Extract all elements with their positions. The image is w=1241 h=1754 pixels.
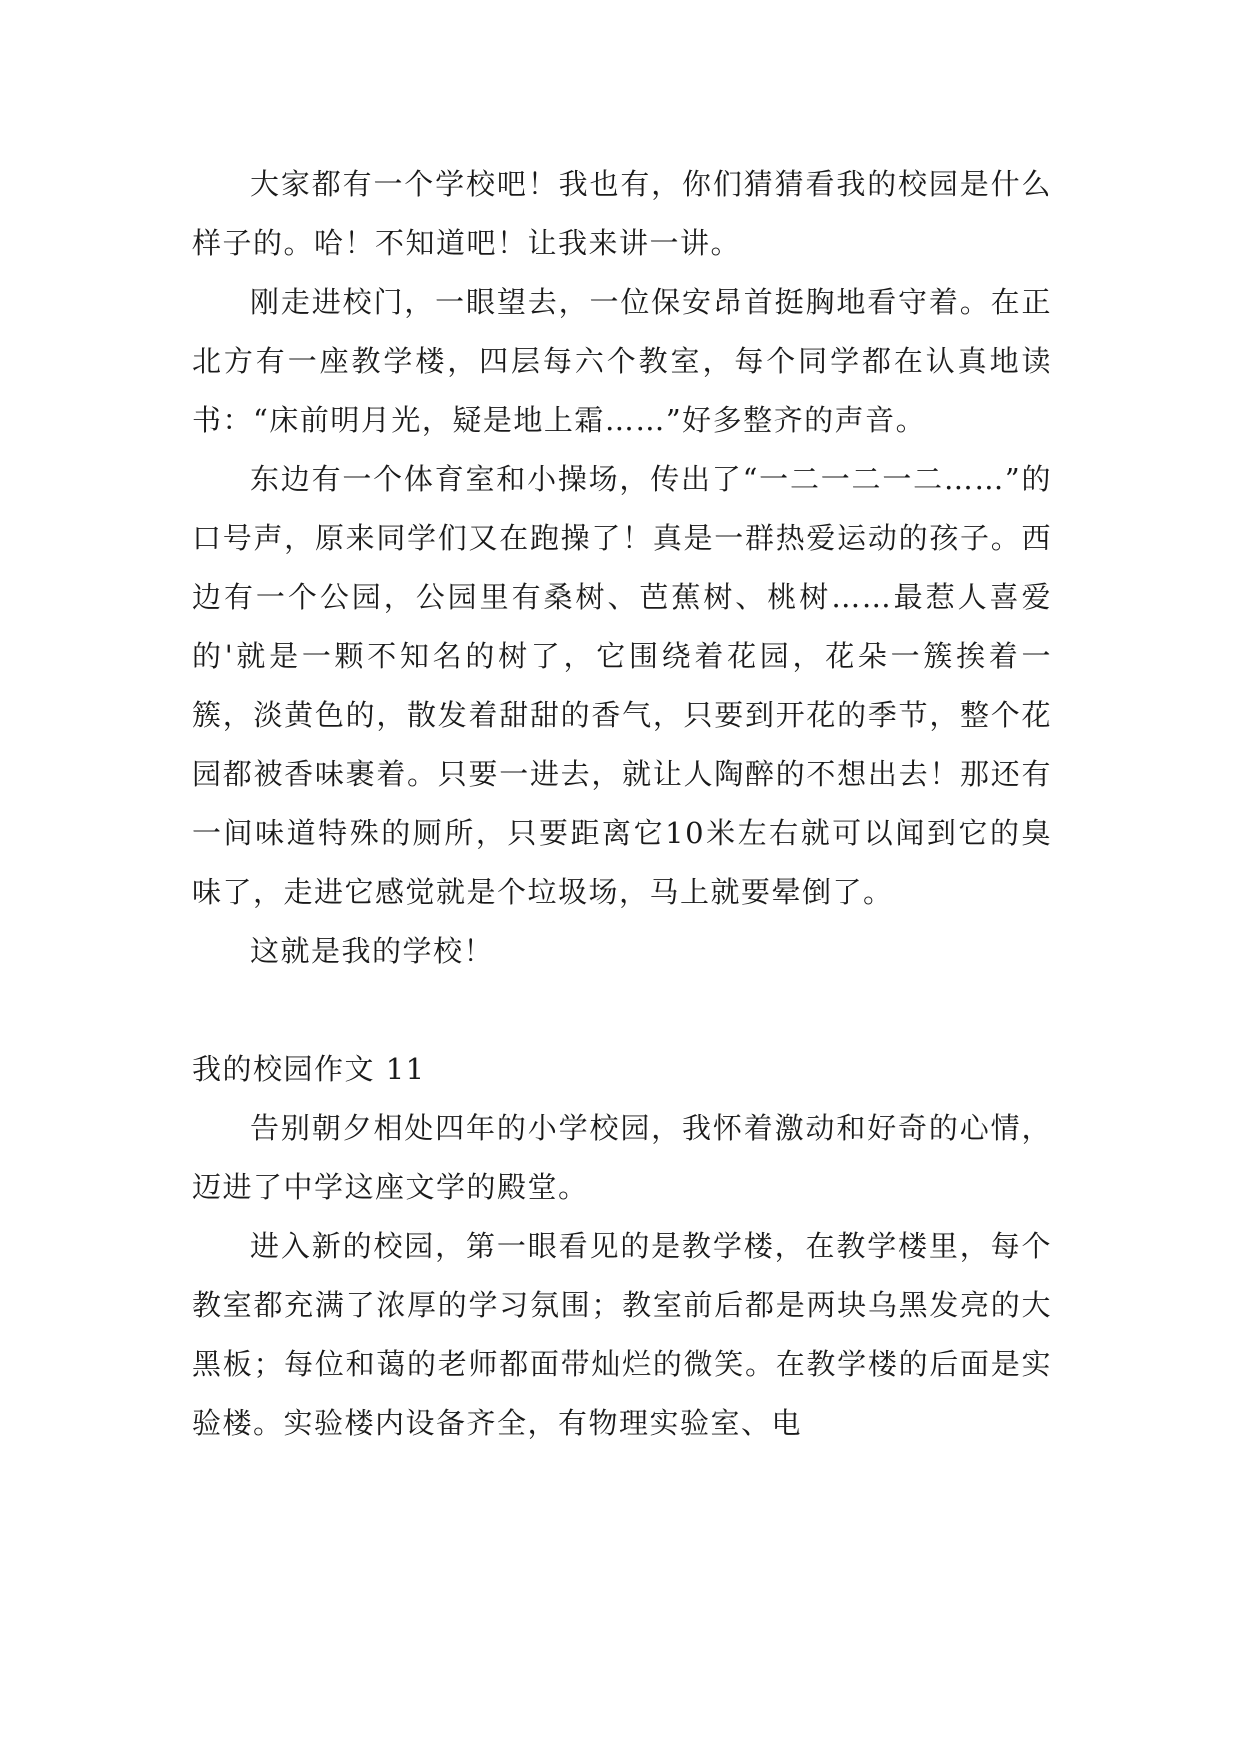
paragraph-intro: 大家都有一个学校吧！我也有，你们猜猜看我的校园是什么样子的。哈！不知道吧！让我来讲一讲。	[192, 167, 1052, 260]
document-body	[192, 155, 1052, 1453]
paragraph-school-gate: 刚走进校门，一眼望去，一位保安昂首挺胸地看守着。在正北方有一座教学楼，四层每六个教室，每个同学都在认真地读书：“床前明月光，疑是地上霜……”好多整齐的声音。	[192, 285, 1052, 437]
paragraph-east-west: 东边有一个体育室和小操场，传出了“一二一二一二……”的口号声，原来同学们又在跑操了！真是一群热爱运动的孩子。西边有一个公园，公园里有桑树、芭蕉树、桃树……最惹人喜爱的'就是一颗不知名的树了，它围绕着花园，花朵一簇挨着一簇，淡黄色的，散发着甜甜的香气，只要到开花的季节，整个花园都被香味裹着。只要一进去，就让人陶醉的不想出去！那还有一间味道特殊的厕所，只要距离它10米左右就可以闻到它的臭味了，走进它感觉就是个垃圾场，马上就要晕倒了。	[192, 462, 1052, 909]
paragraph-new-campus: 进入新的校园，第一眼看见的是教学楼，在教学楼里，每个教室都充满了浓厚的学习氛围；教室前后都是两块乌黑发亮的大黑板；每位和蔼的老师都面带灿烂的微笑。在教学楼的后面是实验楼。实验楼内设备齐全，有物理实验室、电	[192, 1229, 1052, 1440]
paragraph-conclusion: 这就是我的学校！	[250, 934, 495, 968]
paragraph-farewell: 告别朝夕相处四年的小学校园，我怀着激动和好奇的心情，迈进了中学这座文学的殿堂。	[192, 1111, 1052, 1204]
essay-title: 我的校园作文 11	[192, 1052, 426, 1086]
